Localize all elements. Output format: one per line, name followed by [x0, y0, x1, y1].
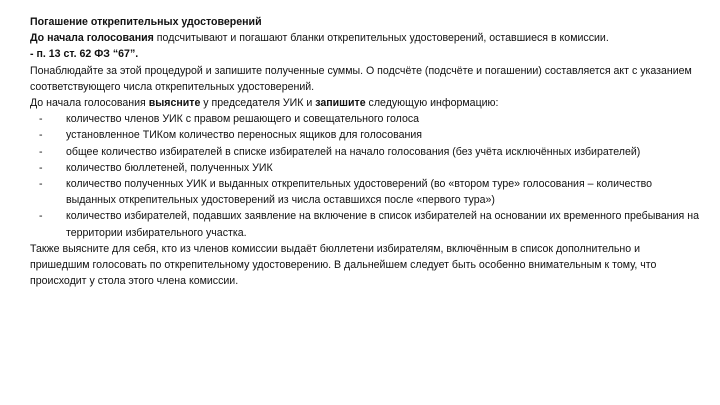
list-dash: -: [39, 210, 43, 223]
list-item: - количество бюллетеней, полученных УИК: [30, 160, 700, 176]
list-item: - количество членов УИК с правом решающего и совещательного голоса: [30, 111, 700, 127]
list-dash: -: [39, 113, 43, 126]
paragraph-3: До начала голосования выясните у председателя УИК и запишите следующую информацию:: [30, 97, 499, 110]
list-item: - количество полученных УИК и выданных открепительных удостоверений (во «втором туре» голосования – количество выданных открепительных удостоверений из числа оставшихся после «первого тура»): [39, 178, 652, 207]
paragraph-1-text: подсчитывают и погашают бланки открепительных удостоверений, оставшиеся в комиссии.: [153, 32, 609, 45]
doc-title: Погашение открепительных удостоверений: [30, 16, 262, 28]
paragraph-2: Понаблюдайте за этой процедурой и запишите полученные суммы. О подсчёте (подсчёте и погашении) составляется акт с указанием соответствующего числа открепительных удостоверений.: [30, 64, 692, 93]
list-dash: -: [39, 161, 43, 174]
paragraph-4: Также выясните для себя, кто из членов комиссии выдаёт бюллетени избирателям, включённым в список дополнительно и пришедшим голосовать по открепительному удостоверению. В дальнейшем следует быть особенно внимательным к тому, что происходит у стола этого члена комиссии.: [30, 242, 657, 288]
list-dash: -: [39, 129, 43, 142]
list-dash: -: [39, 178, 43, 191]
paragraph-1-bold: До начала голосования: [30, 32, 154, 45]
paragraph-1: [30, 30, 700, 46]
list-dash: -: [39, 145, 43, 158]
list-item: - установленное ТИКом количество переносных ящиков для голосования: [30, 127, 700, 143]
paragraph-3-bold-1: выясните: [148, 97, 201, 110]
list-item: - количество избирателей, подавших заявление на включение в список избирателей на основании их временного пребывания на территории избирательного участка.: [39, 210, 699, 239]
list-item: - общее количество избирателей в списке избирателей на начало голосования (без учёта исключённых избирателей): [30, 144, 700, 160]
paragraph-3-bold-2: запишите: [315, 97, 366, 110]
law-reference: - п. 13 ст. 62 ФЗ “67”.: [30, 48, 139, 61]
info-list: [30, 111, 700, 241]
